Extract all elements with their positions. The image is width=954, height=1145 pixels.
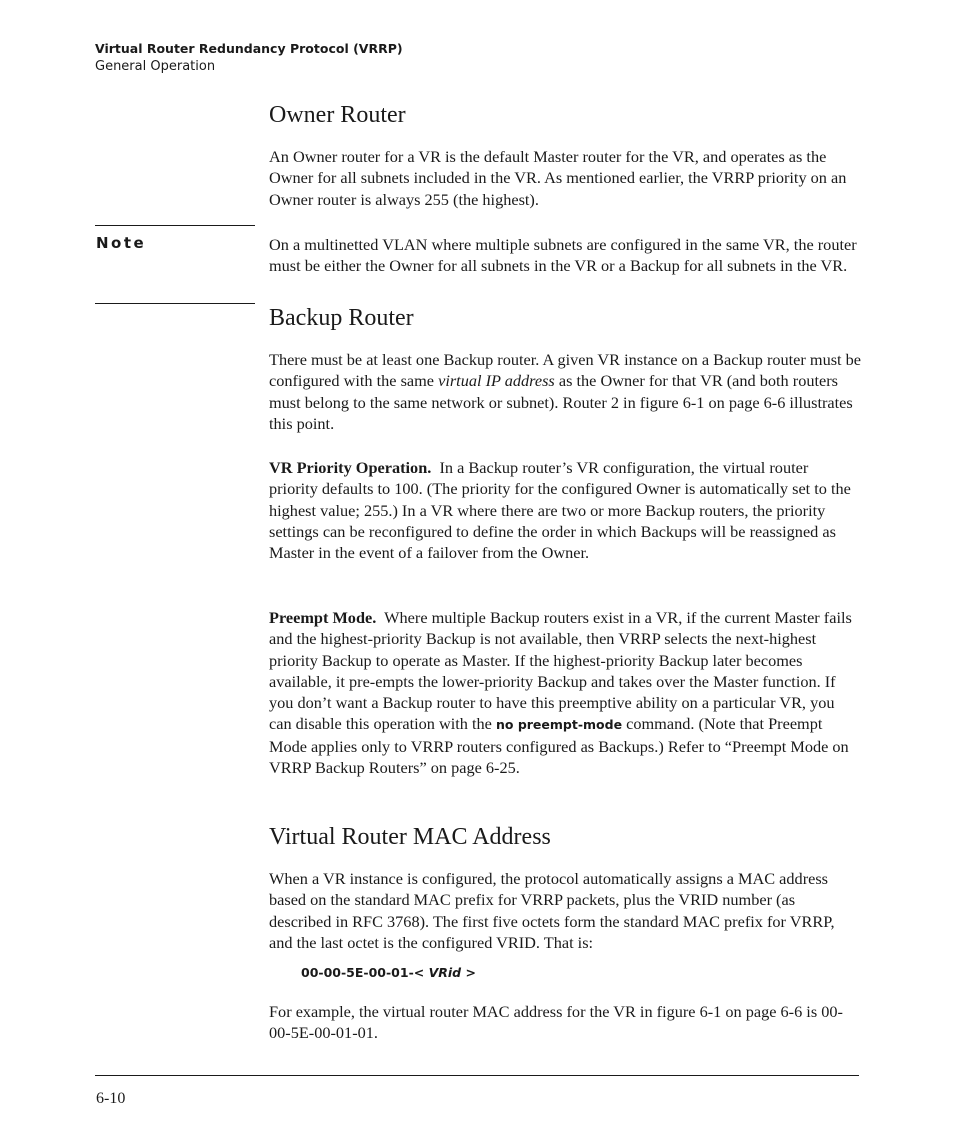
vr-priority-label: VR Priority Operation. bbox=[269, 458, 432, 477]
backup-text-2: as the Owner for that VR (and both routers must belong to the same network or subnet). Router 2 in figure 6-1 on page 6-6 illustrates this point. bbox=[269, 371, 853, 433]
footer-rule bbox=[95, 1075, 859, 1076]
mac-address-paragraph: When a VR instance is configured, the protocol automatically assigns a MAC address based on the standard MAC prefix for VRRP packets, plus the VRID number (as described in RFC 3768). The first five octets form the standard MAC prefix for VRRP, and the last octet is the configured VRID. That is: bbox=[269, 869, 835, 952]
note-bottom-rule bbox=[95, 303, 255, 304]
vr-priority-body: In a Backup router’s VR configuration, the virtual router priority defaults to 100. (The priority for the configured Owner is automatically set to the highest value; 255.) In a VR where there are two or more Backup routers, the priority settings can be reconfigured to define the order in which Backups will be reassigned as Master in the event of a failover from the Owner. bbox=[269, 458, 851, 563]
preempt-mode-label: Preempt Mode. bbox=[269, 608, 377, 627]
owner-router-heading: Owner Router bbox=[269, 102, 406, 128]
preempt-body-2: command. (Note that Preempt Mode applies only to VRRP routers configured as Backups.) Refer to “Preempt Mode on VRRP Backup Routers” on page 6-25. bbox=[269, 714, 849, 778]
note-paragraph: On a multinetted VLAN where multiple subnets are configured in the same VR, the router must be either the Owner for all subnets in the VR or a Backup for all subnets in the VR. bbox=[269, 235, 857, 276]
preempt-body-1: Where multiple Backup routers exist in a VR, if the current Master fails and the highest-priority Backup is not available, then VRRP selects the next-highest priority Backup to operate as Master. If the highest-priority Backup later becomes available, it pre-empts the lower-priority Backup and takes over the Master function. If you don’t want a Backup router to have this preemptive ability on a particular VR, you can disable this operation with the bbox=[269, 608, 852, 734]
note-label: Note bbox=[96, 234, 147, 252]
preempt-mode-paragraph bbox=[269, 607, 861, 778]
page-number: 6-10 bbox=[96, 1090, 126, 1107]
running-header-title: Virtual Router Redundancy Protocol (VRRP) bbox=[95, 41, 403, 56]
no-preempt-mode-command: no preempt-mode bbox=[495, 717, 623, 733]
note-top-rule bbox=[95, 225, 255, 226]
mac-code-var: VRid bbox=[428, 965, 462, 980]
mac-code-prefix: 00-00-5E-00-01-< bbox=[301, 965, 429, 980]
owner-router-paragraph: An Owner router for a VR is the default Master router for the VR, and operates as the Owner for all subnets included in the VR. As mentioned earlier, the VRRP priority on an Owner router is always 255 (the highest). bbox=[269, 147, 847, 209]
mac-example-paragraph: For example, the virtual router MAC address for the VR in figure 6-1 on page 6-6 is 00-00-5E-00-01-01. bbox=[269, 1002, 843, 1043]
mac-address-heading: Virtual Router MAC Address bbox=[269, 824, 551, 850]
mac-format-code bbox=[301, 965, 476, 980]
mac-code-suffix: > bbox=[461, 965, 476, 980]
backup-text-1: There must be at least one Backup router. A given VR instance on a Backup router must be configured with the same bbox=[269, 350, 862, 391]
vr-priority-paragraph bbox=[269, 457, 861, 563]
running-header-subtitle: General Operation bbox=[95, 59, 216, 74]
backup-router-heading: Backup Router bbox=[269, 305, 414, 331]
virtual-ip-term: virtual IP address bbox=[438, 371, 555, 391]
backup-router-paragraph bbox=[269, 349, 861, 434]
